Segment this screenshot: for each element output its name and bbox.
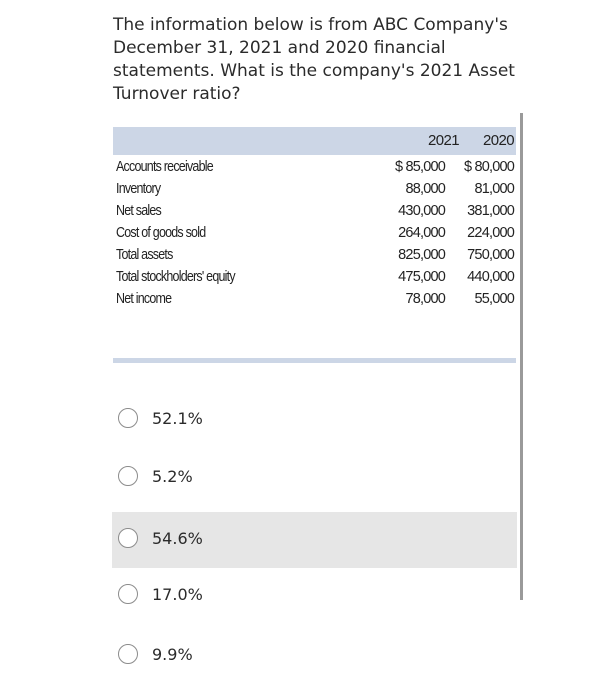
table-row bbox=[113, 267, 516, 289]
value-2021: 264,000 bbox=[398, 225, 445, 241]
answer-option-1[interactable] bbox=[112, 392, 517, 448]
value-2020: 750,000 bbox=[467, 247, 514, 263]
row-label: Cost of goods sold bbox=[116, 225, 206, 241]
row-label: Net income bbox=[116, 291, 172, 307]
value-2020: $ 80,000 bbox=[463, 159, 514, 175]
table-row bbox=[113, 201, 516, 223]
value-2020: 440,000 bbox=[467, 269, 514, 285]
value-2021: 430,000 bbox=[398, 203, 445, 219]
table-row bbox=[113, 289, 516, 311]
row-label: Total assets bbox=[116, 247, 173, 263]
value-2020: 55,000 bbox=[474, 291, 514, 307]
option-label: 17.0% bbox=[152, 585, 203, 604]
table-row bbox=[113, 223, 516, 245]
answer-option-2[interactable] bbox=[112, 450, 517, 506]
answer-option-3[interactable] bbox=[112, 512, 517, 568]
value-2020: 224,000 bbox=[467, 225, 514, 241]
row-label: Inventory bbox=[116, 181, 161, 197]
value-2021: 88,000 bbox=[405, 181, 445, 197]
radio-button[interactable] bbox=[118, 528, 138, 548]
value-2020: 81,000 bbox=[474, 181, 514, 197]
radio-button[interactable] bbox=[118, 584, 138, 604]
column-header-2021: 2021 bbox=[428, 132, 459, 149]
value-2021: 78,000 bbox=[405, 291, 445, 307]
table-footer-bar bbox=[113, 358, 516, 363]
question-text: The information below is from ABC Company's December 31, 2021 and 2020 financial statements. What is the company's 2021 Asset Turnover ratio? bbox=[113, 15, 515, 104]
option-label: 54.6% bbox=[152, 529, 203, 548]
value-2021: 475,000 bbox=[398, 269, 445, 285]
table-header bbox=[113, 127, 516, 155]
table-row bbox=[113, 179, 516, 201]
option-label: 52.1% bbox=[152, 409, 203, 428]
answer-option-4[interactable] bbox=[112, 568, 517, 624]
radio-button[interactable] bbox=[118, 408, 138, 428]
column-header-2020: 2020 bbox=[483, 132, 514, 149]
table-row bbox=[113, 245, 516, 267]
value-2020: 381,000 bbox=[467, 203, 514, 219]
row-label: Net sales bbox=[116, 203, 162, 219]
row-label: Total stockholders' equity bbox=[116, 269, 235, 285]
scrollbar[interactable] bbox=[520, 113, 523, 600]
option-label: 5.2% bbox=[152, 467, 193, 486]
answer-option-5[interactable] bbox=[112, 628, 517, 684]
value-2021: $ 85,000 bbox=[394, 159, 445, 175]
option-label: 9.9% bbox=[152, 645, 193, 664]
financial-data-table bbox=[113, 127, 516, 311]
radio-button[interactable] bbox=[118, 644, 138, 664]
radio-button[interactable] bbox=[118, 466, 138, 486]
row-label: Accounts receivable bbox=[116, 159, 213, 175]
table-row bbox=[113, 157, 516, 179]
value-2021: 825,000 bbox=[398, 247, 445, 263]
